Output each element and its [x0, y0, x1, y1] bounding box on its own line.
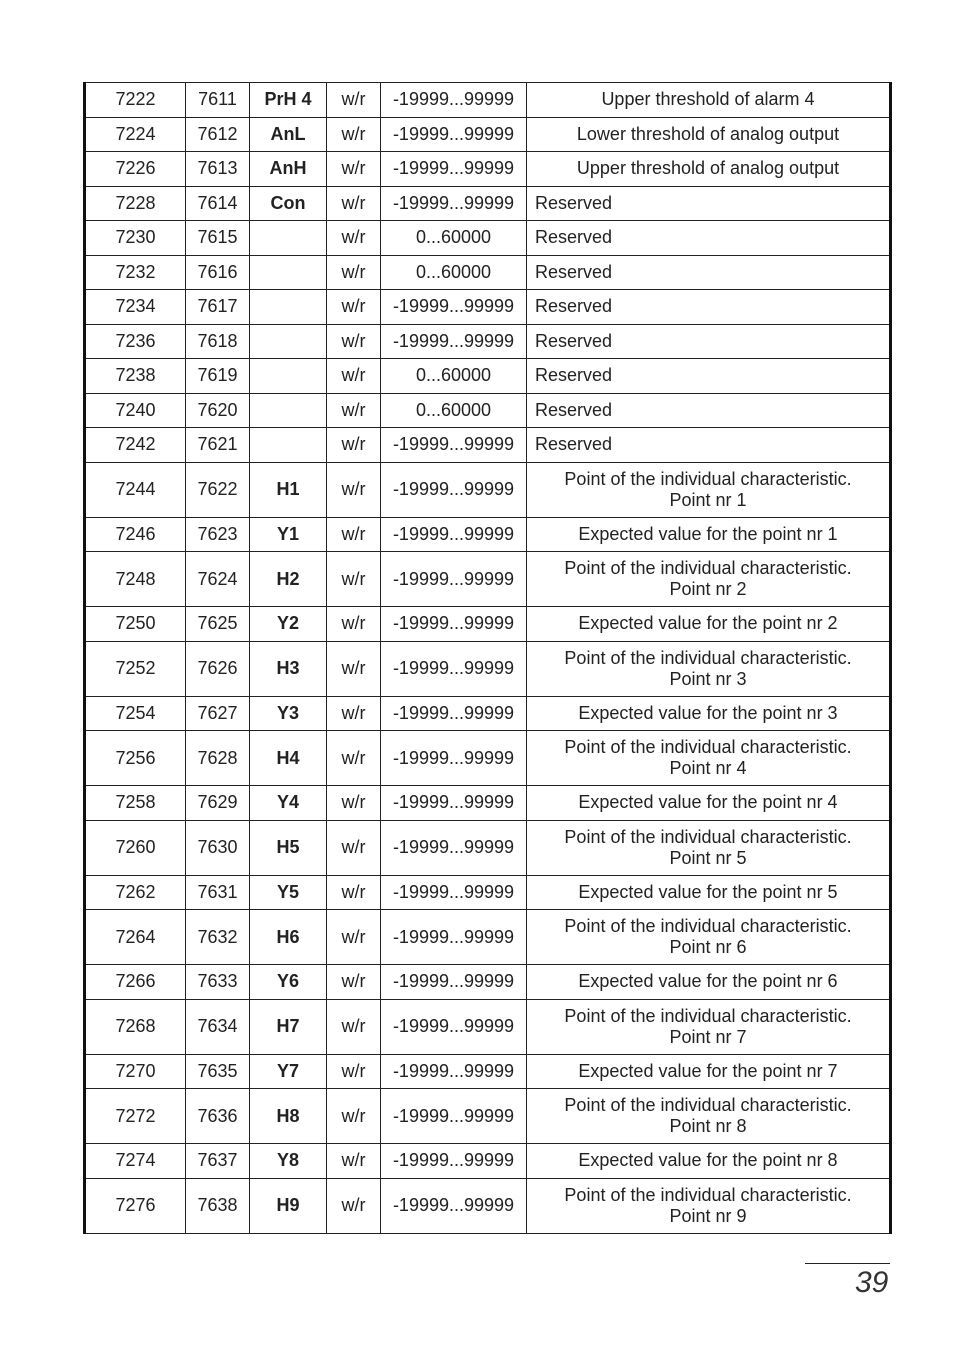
parameter-symbol-cell: Y4 [250, 786, 327, 821]
table-row [85, 999, 891, 1054]
register-address-alt-cell: 7633 [186, 965, 250, 1000]
register-address-alt-cell: 7630 [186, 820, 250, 875]
value-range-cell: -19999...99999 [381, 290, 527, 325]
register-address-alt-cell: 7612 [186, 117, 250, 152]
value-range-cell: -19999...99999 [381, 641, 527, 696]
description-cell [527, 152, 891, 187]
value-range-cell: -19999...99999 [381, 786, 527, 821]
parameter-symbol-cell [250, 290, 327, 325]
value-range-cell: -19999...99999 [381, 517, 527, 552]
description-line: Reserved [535, 227, 613, 248]
register-address-cell: 7256 [85, 731, 186, 786]
description-cell [527, 786, 891, 821]
description-line: Lower threshold of analog output [576, 123, 840, 144]
register-address-alt-cell: 7611 [186, 83, 250, 118]
description-line: Reserved [535, 365, 613, 386]
register-address-cell: 7276 [85, 1178, 186, 1233]
access-mode-cell: w/r [327, 359, 381, 394]
register-address-alt-cell: 7632 [186, 910, 250, 965]
value-range-cell: -19999...99999 [381, 696, 527, 731]
table-row [85, 731, 891, 786]
access-mode-cell: w/r [327, 152, 381, 187]
value-range-cell: -19999...99999 [381, 428, 527, 463]
parameter-symbol-cell: Y3 [250, 696, 327, 731]
table-row [85, 607, 891, 642]
register-address-alt-cell: 7622 [186, 462, 250, 517]
parameter-symbol-cell: H9 [250, 1178, 327, 1233]
description-line: Point nr 9 [669, 1205, 747, 1226]
table-row [85, 696, 891, 731]
parameter-symbol-cell [250, 359, 327, 394]
parameter-symbol-cell: H3 [250, 641, 327, 696]
footer-rule [805, 1263, 890, 1264]
table-row [85, 152, 891, 187]
description-line: Point nr 4 [669, 758, 747, 778]
value-range-cell: -19999...99999 [381, 186, 527, 221]
parameter-symbol-cell: H6 [250, 910, 327, 965]
access-mode-cell: w/r [327, 910, 381, 965]
parameter-symbol-cell: H7 [250, 999, 327, 1054]
description-line: Point nr 7 [669, 1026, 747, 1047]
description-cell [527, 910, 891, 965]
register-address-cell: 7274 [85, 1144, 186, 1179]
description-line: Point of the individual characteristic. [564, 1005, 852, 1026]
description-cell [527, 255, 891, 290]
register-address-alt-cell: 7624 [186, 552, 250, 607]
description-line: Reserved [535, 192, 613, 213]
description-line: Expected value for the point nr 2 [578, 613, 838, 634]
register-address-cell: 7254 [85, 696, 186, 731]
description-cell [527, 696, 891, 731]
access-mode-cell: w/r [327, 117, 381, 152]
register-address-cell: 7240 [85, 393, 186, 428]
value-range-cell: 0...60000 [381, 255, 527, 290]
table-row [85, 875, 891, 910]
description-line: Expected value for the point nr 4 [578, 792, 838, 813]
access-mode-cell: w/r [327, 999, 381, 1054]
access-mode-cell: w/r [327, 83, 381, 118]
register-address-alt-cell: 7621 [186, 428, 250, 463]
access-mode-cell: w/r [327, 641, 381, 696]
access-mode-cell: w/r [327, 324, 381, 359]
description-line: Point nr 6 [669, 937, 747, 957]
table-row [85, 552, 891, 607]
register-address-cell: 7246 [85, 517, 186, 552]
access-mode-cell: w/r [327, 607, 381, 642]
description-cell [527, 1054, 891, 1089]
description-line: Upper threshold of analog output [576, 158, 840, 179]
parameter-symbol-cell: Con [250, 186, 327, 221]
register-address-alt-cell: 7620 [186, 393, 250, 428]
table-row [85, 83, 891, 118]
description-cell [527, 117, 891, 152]
value-range-cell: -19999...99999 [381, 324, 527, 359]
register-address-cell: 7248 [85, 552, 186, 607]
table-row [85, 820, 891, 875]
access-mode-cell: w/r [327, 1178, 381, 1233]
register-address-cell: 7226 [85, 152, 186, 187]
value-range-cell: -19999...99999 [381, 152, 527, 187]
description-line: Point of the individual characteristic. [564, 647, 852, 668]
description-cell [527, 875, 891, 910]
description-line: Point nr 2 [669, 579, 747, 599]
access-mode-cell: w/r [327, 462, 381, 517]
table-row [85, 462, 891, 517]
register-address-cell: 7244 [85, 462, 186, 517]
description-line: Point of the individual characteristic. [564, 916, 852, 936]
parameter-symbol-cell: PrH 4 [250, 83, 327, 118]
parameter-symbol-cell [250, 221, 327, 256]
access-mode-cell: w/r [327, 965, 381, 1000]
table-row [85, 1178, 891, 1233]
register-table-body [85, 83, 891, 1234]
parameter-symbol-cell: Y6 [250, 965, 327, 1000]
register-address-cell: 7228 [85, 186, 186, 221]
description-cell [527, 552, 891, 607]
access-mode-cell: w/r [327, 255, 381, 290]
register-address-alt-cell: 7631 [186, 875, 250, 910]
description-cell [527, 641, 891, 696]
value-range-cell: 0...60000 [381, 359, 527, 394]
parameter-symbol-cell [250, 393, 327, 428]
access-mode-cell: w/r [327, 1089, 381, 1144]
register-address-cell: 7266 [85, 965, 186, 1000]
parameter-symbol-cell: Y8 [250, 1144, 327, 1179]
access-mode-cell: w/r [327, 186, 381, 221]
description-line: Point of the individual characteristic. [564, 468, 852, 489]
description-cell [527, 324, 891, 359]
description-cell [527, 1144, 891, 1179]
access-mode-cell: w/r [327, 696, 381, 731]
value-range-cell: -19999...99999 [381, 607, 527, 642]
description-line: Point of the individual characteristic. [564, 558, 852, 578]
access-mode-cell: w/r [327, 290, 381, 325]
description-line: Point nr 5 [669, 847, 747, 868]
parameter-symbol-cell: Y2 [250, 607, 327, 642]
description-cell [527, 83, 891, 118]
register-address-alt-cell: 7626 [186, 641, 250, 696]
description-line: Expected value for the point nr 6 [578, 971, 838, 992]
register-address-cell: 7258 [85, 786, 186, 821]
page-number: 39 [855, 1266, 889, 1299]
access-mode-cell: w/r [327, 875, 381, 910]
parameter-symbol-cell: Y7 [250, 1054, 327, 1089]
value-range-cell: -19999...99999 [381, 820, 527, 875]
value-range-cell: -19999...99999 [381, 910, 527, 965]
table-row [85, 1144, 891, 1179]
description-cell [527, 820, 891, 875]
description-cell [527, 462, 891, 517]
value-range-cell: -19999...99999 [381, 999, 527, 1054]
register-address-cell: 7250 [85, 607, 186, 642]
description-line: Reserved [535, 399, 613, 420]
value-range-cell: -19999...99999 [381, 965, 527, 1000]
description-cell [527, 999, 891, 1054]
register-address-cell: 7264 [85, 910, 186, 965]
value-range-cell: -19999...99999 [381, 1144, 527, 1179]
description-cell [527, 393, 891, 428]
table-row [85, 117, 891, 152]
register-address-alt-cell: 7616 [186, 255, 250, 290]
access-mode-cell: w/r [327, 786, 381, 821]
table-row [85, 910, 891, 965]
access-mode-cell: w/r [327, 393, 381, 428]
description-cell [527, 290, 891, 325]
register-address-cell: 7270 [85, 1054, 186, 1089]
register-address-alt-cell: 7627 [186, 696, 250, 731]
description-line: Point of the individual characteristic. [564, 737, 852, 757]
access-mode-cell: w/r [327, 820, 381, 875]
description-line: Expected value for the point nr 8 [578, 1150, 838, 1171]
table-row [85, 221, 891, 256]
parameter-symbol-cell: Y5 [250, 875, 327, 910]
register-address-cell: 7262 [85, 875, 186, 910]
table-row [85, 786, 891, 821]
description-cell [527, 1178, 891, 1233]
description-line: Point of the individual characteristic. [564, 1095, 852, 1115]
parameter-symbol-cell: H1 [250, 462, 327, 517]
table-row [85, 965, 891, 1000]
description-line: Expected value for the point nr 7 [578, 1060, 838, 1081]
table-row [85, 428, 891, 463]
parameter-symbol-cell [250, 324, 327, 359]
access-mode-cell: w/r [327, 1054, 381, 1089]
table-row [85, 255, 891, 290]
table-row [85, 1089, 891, 1144]
description-line: Upper threshold of alarm 4 [601, 89, 815, 110]
register-address-cell: 7272 [85, 1089, 186, 1144]
register-address-cell: 7268 [85, 999, 186, 1054]
description-line: Reserved [535, 434, 613, 455]
access-mode-cell: w/r [327, 428, 381, 463]
register-address-cell: 7230 [85, 221, 186, 256]
description-line: Point of the individual characteristic. [564, 1184, 852, 1205]
register-address-alt-cell: 7638 [186, 1178, 250, 1233]
value-range-cell: -19999...99999 [381, 1089, 527, 1144]
register-address-cell: 7222 [85, 83, 186, 118]
table-row [85, 517, 891, 552]
register-address-alt-cell: 7615 [186, 221, 250, 256]
value-range-cell: -19999...99999 [381, 1054, 527, 1089]
register-address-alt-cell: 7625 [186, 607, 250, 642]
parameter-symbol-cell [250, 255, 327, 290]
parameter-symbol-cell: AnH [250, 152, 327, 187]
description-cell [527, 359, 891, 394]
description-line: Point nr 1 [669, 489, 747, 510]
value-range-cell: -19999...99999 [381, 462, 527, 517]
value-range-cell: 0...60000 [381, 393, 527, 428]
register-address-alt-cell: 7619 [186, 359, 250, 394]
table-row [85, 359, 891, 394]
parameter-symbol-cell: H2 [250, 552, 327, 607]
table-row [85, 1054, 891, 1089]
description-line: Reserved [535, 330, 613, 351]
description-cell [527, 428, 891, 463]
register-address-cell: 7232 [85, 255, 186, 290]
description-line: Point nr 8 [669, 1116, 747, 1136]
access-mode-cell: w/r [327, 221, 381, 256]
description-cell [527, 221, 891, 256]
value-range-cell: -19999...99999 [381, 1178, 527, 1233]
register-address-alt-cell: 7617 [186, 290, 250, 325]
description-cell [527, 186, 891, 221]
register-address-alt-cell: 7618 [186, 324, 250, 359]
table-row [85, 186, 891, 221]
register-address-cell: 7234 [85, 290, 186, 325]
register-address-alt-cell: 7614 [186, 186, 250, 221]
register-address-alt-cell: 7629 [186, 786, 250, 821]
register-address-alt-cell: 7635 [186, 1054, 250, 1089]
register-address-cell: 7260 [85, 820, 186, 875]
register-address-cell: 7242 [85, 428, 186, 463]
description-line: Point of the individual characteristic. [564, 826, 852, 847]
parameter-symbol-cell: Y1 [250, 517, 327, 552]
table-row [85, 290, 891, 325]
value-range-cell: -19999...99999 [381, 117, 527, 152]
parameter-symbol-cell [250, 428, 327, 463]
register-address-alt-cell: 7637 [186, 1144, 250, 1179]
description-line: Expected value for the point nr 3 [578, 702, 838, 723]
access-mode-cell: w/r [327, 1144, 381, 1179]
description-cell [527, 731, 891, 786]
register-address-alt-cell: 7636 [186, 1089, 250, 1144]
register-address-cell: 7238 [85, 359, 186, 394]
parameter-symbol-cell: AnL [250, 117, 327, 152]
register-address-alt-cell: 7613 [186, 152, 250, 187]
parameter-symbol-cell: H8 [250, 1089, 327, 1144]
access-mode-cell: w/r [327, 731, 381, 786]
register-address-alt-cell: 7628 [186, 731, 250, 786]
value-range-cell: -19999...99999 [381, 731, 527, 786]
register-address-cell: 7236 [85, 324, 186, 359]
register-address-alt-cell: 7623 [186, 517, 250, 552]
table-row [85, 641, 891, 696]
description-cell [527, 1089, 891, 1144]
description-cell [527, 965, 891, 1000]
access-mode-cell: w/r [327, 517, 381, 552]
value-range-cell: -19999...99999 [381, 83, 527, 118]
description-cell [527, 607, 891, 642]
register-table [83, 82, 892, 1234]
description-line: Reserved [535, 261, 613, 282]
access-mode-cell: w/r [327, 552, 381, 607]
description-line: Expected value for the point nr 1 [578, 523, 838, 544]
description-line: Reserved [535, 296, 613, 317]
parameter-symbol-cell: H5 [250, 820, 327, 875]
register-address-cell: 7224 [85, 117, 186, 152]
table-row [85, 324, 891, 359]
table-row [85, 393, 891, 428]
parameter-symbol-cell: H4 [250, 731, 327, 786]
value-range-cell: 0...60000 [381, 221, 527, 256]
value-range-cell: -19999...99999 [381, 875, 527, 910]
register-address-cell: 7252 [85, 641, 186, 696]
description-line: Point nr 3 [669, 668, 747, 689]
value-range-cell: -19999...99999 [381, 552, 527, 607]
description-line: Expected value for the point nr 5 [578, 881, 838, 902]
register-address-alt-cell: 7634 [186, 999, 250, 1054]
description-cell [527, 517, 891, 552]
